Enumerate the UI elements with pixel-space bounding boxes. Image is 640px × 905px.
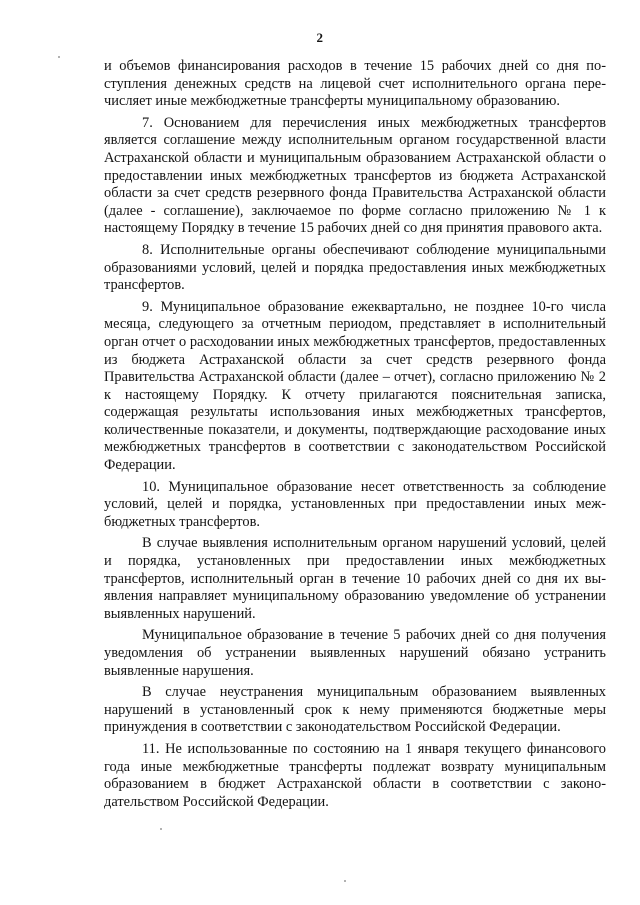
paragraph-item-9: 9. Муниципальное образование ежеквартально, не позднее 10-го числа месяца, следующего за отчетным периодом, представляет в исполнительный орган отчет о расходовании иных межбюджетных трансфертов, предоставленных из бюджета Астраханской области за счет средств резервного фонда Правительства Астраханской области (далее – отчет), согласно приложению № 2 к настоящему Порядку. К отчету прилагаются пояснительная записка, содержащая результаты использования иных межбюджетных трансфертов, количественные показатели, и документы, подтверждающие расходование иных межбюджетных трансфертов в соответствии с законодательством Российской Федерации. <box>104 298 606 474</box>
page-number: 2 <box>316 30 324 45</box>
paragraph-item-11: 11. Не использованные по состоянию на 1 января текущего финансового года иные межбюджетные трансферты подлежат возврату муниципальным образованием в бюджет Астраханской области в соответствии с законодательством Российской Федерации. <box>104 740 606 810</box>
paragraph-enforcement: В случае неустранения муниципальным образованием выявленных нарушений в установленный срок к нему применяются бюджетные меры принуждения в соответствии с законодательством Российской Федерации. <box>104 684 606 736</box>
document-body <box>104 58 606 811</box>
paragraph-item-10: 10. Муниципальное образование несет ответственность за соблюдение условий, целей и порядка, установленных при предоставлении иных межбюджетных трансфертов. <box>104 478 606 530</box>
scan-speck <box>58 56 60 58</box>
paragraph-item-7: 7. Основанием для перечисления иных межбюджетных трансфертов является соглашение между исполнительным органом государственной власти Астраханской области и муниципальным образованием Астраханской области о предоставлении иных межбюджетных трансфертов из бюджета Астраханской области за счет средств резервного фонда Правительства Астраханской области (далее - соглашение), заключаемое по форме согласно приложению № 1 к настоящему Порядку в течение 15 рабочих дней со дня принятия правового акта. <box>104 114 606 237</box>
paragraph-violation-remedy: Муниципальное образование в течение 5 рабочих дней со дня получения уведомления об устранении выявленных нарушений обязано устранить выявленные нарушения. <box>104 627 606 679</box>
scan-speck <box>160 828 162 830</box>
paragraph-violation-detection: В случае выявления исполнительным органом нарушений условий, целей и порядка, установленных при предоставлении иных межбюджетных трансфертов, исполнительный орган в течение 10 рабочих дней со дня их выявления направляет муниципальному образованию уведомление об устранении выявленных нарушений. <box>104 535 606 622</box>
scan-speck <box>344 880 346 882</box>
paragraph-item-8: 8. Исполнительные органы обеспечивают соблюдение муниципальными образованиями условий, целей и порядка предоставления иных межбюджетных трансфертов. <box>104 241 606 294</box>
paragraph-continuation: и объемов финансирования расходов в течение 15 рабочих дней со дня поступления денежных средств на лицевой счет исполнительного органа перечисляет иные межбюджетные трансферты муниципальному образованию. <box>104 58 606 110</box>
